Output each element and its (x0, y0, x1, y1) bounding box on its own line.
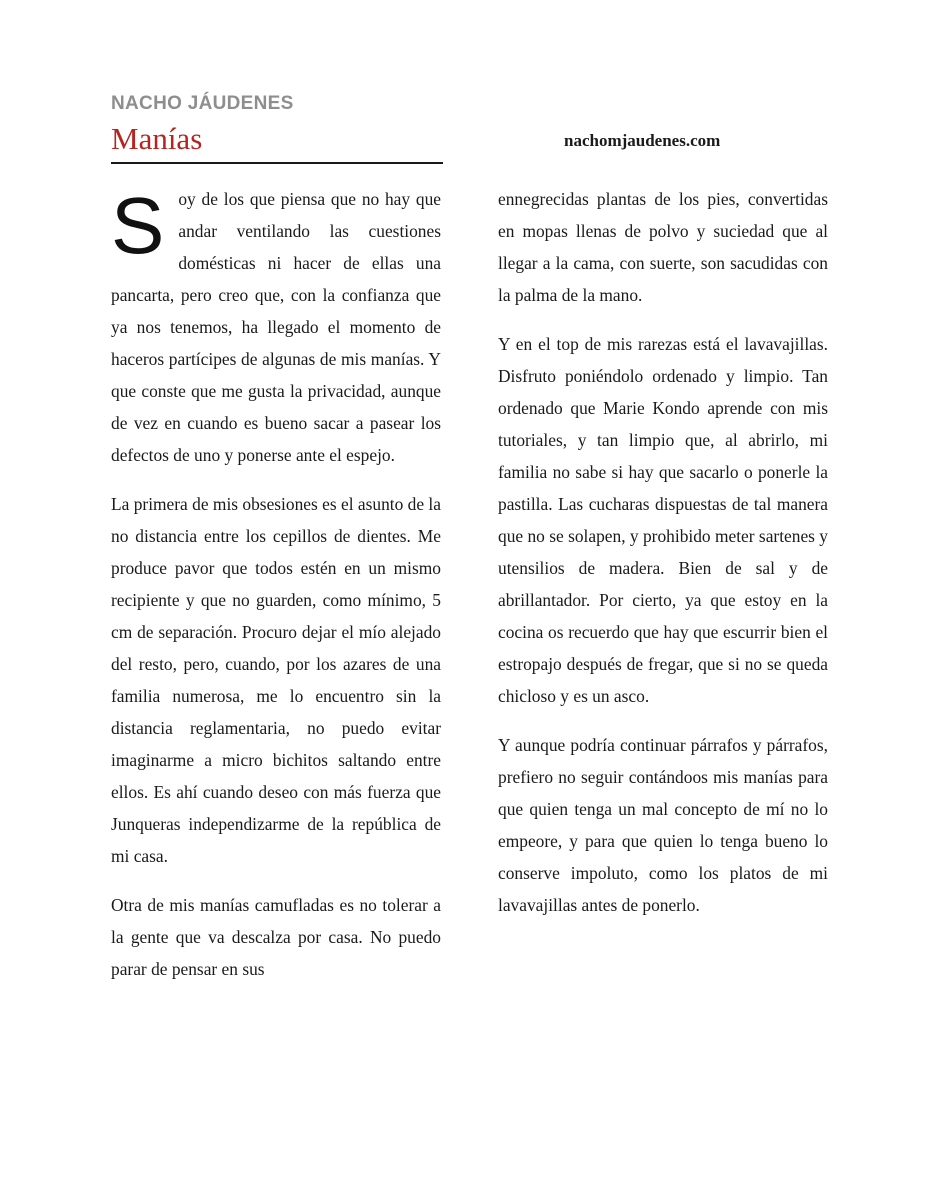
paragraph-3: Otra de mis manías camufladas es no tolerar a la gente que va descalza por casa. No puedo parar de pensar en sus (111, 895, 441, 979)
paragraph-6: Y aunque podría continuar párrafos y párrafos, prefiero no seguir contándoos mis manías para que quien tenga un mal concepto de mí no lo empeore, y para que quien lo tenga bueno lo conserve impoluto, como los platos de mi lavavajillas antes de ponerlo. (498, 735, 828, 915)
paragraph-4: ennegrecidas plantas de los pies, convertidas en mopas llenas de polvo y suciedad que al llegar a la cama, con suerte, son sacudidas con la palma de la mano. (498, 189, 828, 305)
author-name: NACHO JÁUDENES (111, 93, 294, 114)
paragraph-1-text: oy de los que piensa que no hay que andar ventilando las cuestiones domésticas ni hacer de ellas una pancarta, pero creo que, con la confianza que ya nos tenemos, ha llegado el momento de haceros partícipes de algunas de mis manías. Y que conste que me gusta la privacidad, aunque de vez en cuando es bueno sacar a pasear los defectos de uno y ponerse ante el espejo. (111, 189, 441, 465)
website-url: nachomjaudenes.com (564, 131, 721, 150)
right-column (498, 183, 828, 938)
paragraph-2: La primera de mis obsesiones es el asunto de la no distancia entre los cepillos de dientes. Me produce pavor que todos estén en un mismo recipiente y que no guarden, como mínimo, 5 cm de separación. Procuro dejar el mío alejado del resto, pero, cuando, por los azares de una familia numerosa, me lo encuentro sin la distancia reglamentaria, no puedo evitar imaginarme a micro bichitos saltando entre ellos. Es ahí cuando deseo con más fuerza que Junqueras independizarme de la república de mi casa. (111, 494, 441, 866)
title-divider (111, 162, 443, 164)
left-column (111, 183, 441, 1002)
drop-cap: S (111, 181, 165, 270)
article-title: Manías (111, 121, 203, 156)
paragraph-1 (111, 183, 441, 471)
paragraph-5: Y en el top de mis rarezas está el lavavajillas. Disfruto poniéndolo ordenado y limpio. Tan ordenado que Marie Kondo aprende con mis tutoriales, y tan limpio que, al abrirlo, mi familia no sabe si hay que sacarlo o ponerle la pastilla. Las cucharas dispuestas de tal manera que no se solapen, y prohibido meter sartenes y utensilios de madera. Bien de sal y de abrillantador. Por cierto, ya que estoy en la cocina os recuerdo que hay que escurrir bien el estropajo después de fregar, que si no se queda chicloso y es un asco. (498, 334, 828, 706)
